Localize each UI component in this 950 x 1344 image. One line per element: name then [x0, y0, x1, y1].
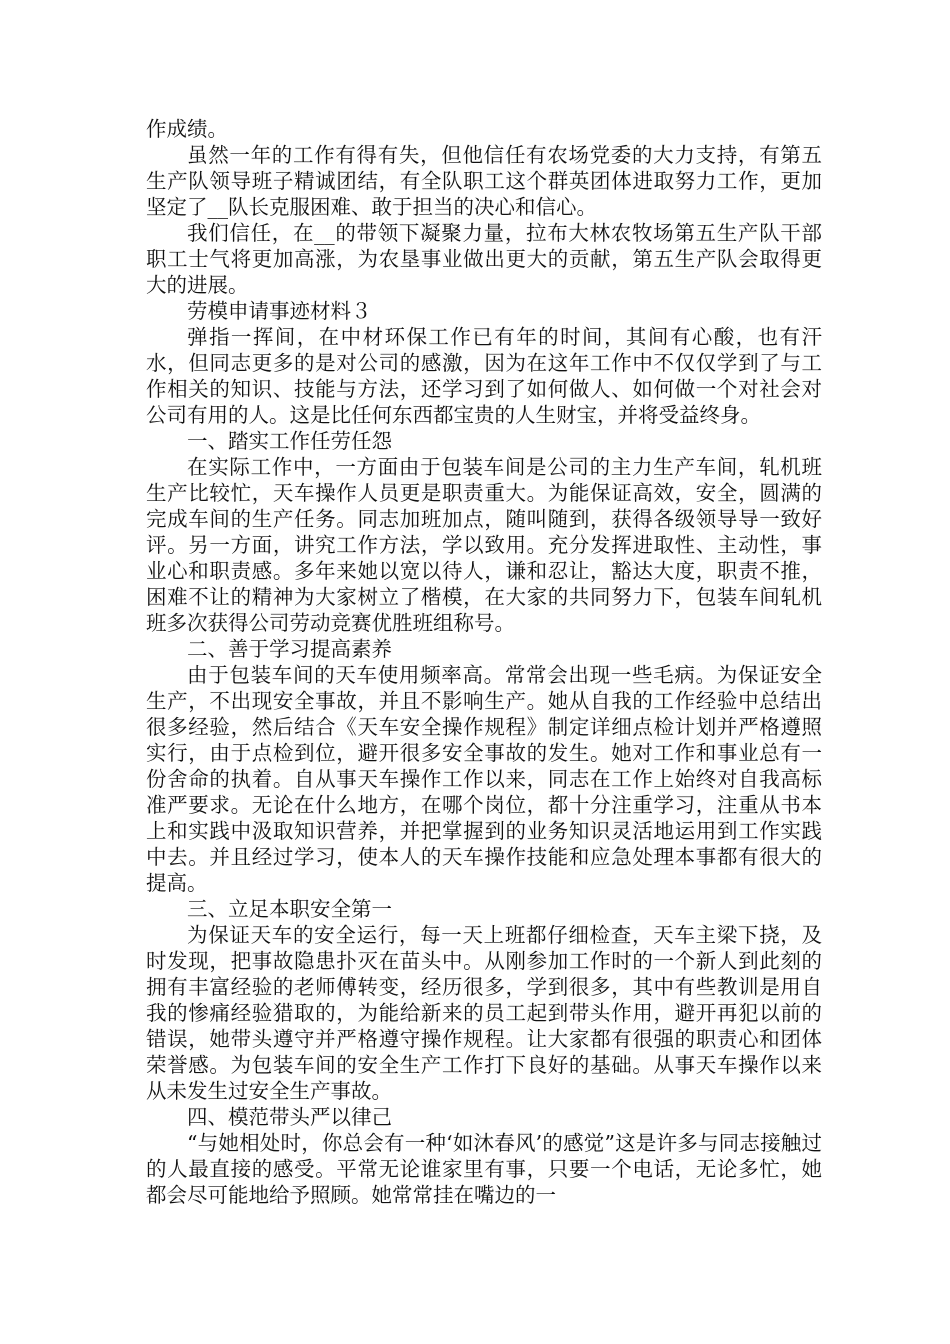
paragraph: 由于包装车间的天车使用频率高。常常会出现一些毛病。为保证安全生产，不出现安全事故，并且不影响生产。她从自我的工作经验中总结出很多经验，然后结合《天车安全操作规程》制定详细点检计划并严格遵照实行，由于点检到位，避开很多安全事故的发生。她对工作和事业总有一份舍命的执着。自从事天车操作工作以来，同志在工作上始终对自我高标准严要求。无论在什么地方，在哪个岗位，都十分注重学习，注重从书本上和实践中汲取知识营养，并把掌握到的业务知识灵活地运用到工作实践中去。并且经过学习，使本人的天车操作技能和应急处理本事都有很大的提高。	[146, 663, 822, 895]
section-heading: 三、立足本职安全第一	[187, 897, 392, 921]
paragraph: “与她相处时，你总会有一种‘如沐春风’的感觉”这是许多与同志接触过的人最直接的感受。平常无论谁家里有事，只要一个电话，无论多忙，她都会尽可能地给予照顾。她常常挂在嘴边的一	[146, 1131, 822, 1207]
section-heading: 二、善于学习提高素养	[187, 637, 392, 661]
paragraph: 弹指一挥间，在中材环保工作已有年的时间，其间有心酸，也有汗水，但同志更多的是对公司的感激，因为在这年工作中不仅仅学到了与工作相关的知识、技能与方法，还学习到了如何做人、如何做一个对社会对公司有用的人。这是比任何东西都宝贵的人生财宝，并将受益终身。	[146, 325, 822, 427]
paragraph: 在实际工作中，一方面由于包装车间是公司的主力生产车间，轧机班生产比较忙，天车操作人员更是职责重大。为能保证高效，安全，圆满的完成车间的生产任务。同志加班加点，随叫随到，获得各级领导导一致好评。另一方面，讲究工作方法，学以致用。充分发挥进取性、主动性，事业心和职责感。多年来她以宽以待人，谦和忍让，豁达大度，职责不推，困难不让的精神为大家树立了楷模，在大家的共同努力下，包装车间轧机班多次获得公司劳动竞赛优胜班组称号。	[146, 455, 822, 635]
paragraph: 为保证天车的安全运行，每一天上班都仔细检查，天车主梁下挠，及时发现，把事故隐患扑灭在苗头中。从刚参加工作时的一个新人到此刻的拥有丰富经验的老师傅转变，经历很多，学到很多，其中有些教训是用自我的惨痛经验猎取的，为能给新来的员工起到带头作用，避开再犯以前的错误，她带头遵守并严格遵守操作规程。让大家都有很强的职责心和团体荣誉感。为包装车间的安全生产工作打下良好的基础。从事天车操作以来从未发生过安全生产事故。	[146, 923, 822, 1103]
document-body	[146, 116, 822, 1208]
section-title: 劳模申请事迹材料３	[187, 299, 372, 323]
paragraph: 虽然一年的工作有得有失，但他信任有农场党委的大力支持，有第五生产队领导班子精诚团结，有全队职工这个群英团体进取努力工作，更加坚定了__队长克服困难、敢于担当的决心和信心。	[146, 143, 822, 219]
paragraph: 我们信任，在__的带领下凝聚力量，拉布大林农牧场第五生产队干部职工士气将更加高涨，为农垦事业做出更大的贡献，第五生产队会取得更大的进展。	[146, 221, 822, 297]
section-heading: 一、踏实工作任劳任怨	[187, 429, 392, 453]
paragraph: 作成绩。	[146, 117, 228, 141]
section-heading: 四、模范带头严以律己	[187, 1105, 392, 1129]
